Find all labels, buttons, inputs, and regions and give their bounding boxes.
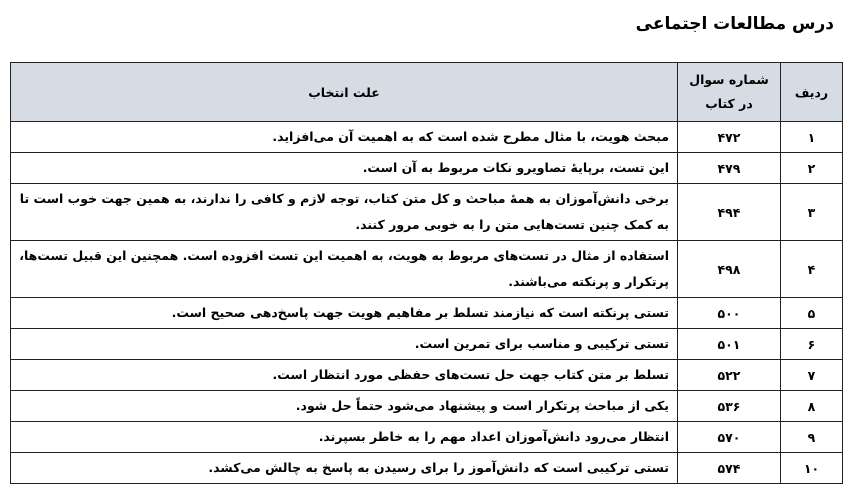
reasons-table	[10, 62, 843, 484]
reason-text: یکی از مباحث پرتکرار است و پیشنهاد می‌شود حتماً حل شود.	[11, 391, 678, 422]
reason-text: تستی پرنکته است که نیازمند تسلط بر مفاهیم هویت جهت پاسخ‌دهی صحیح است.	[11, 298, 678, 329]
header-question-number: شماره سوال در کتاب	[678, 63, 781, 122]
reason-text: تسلط بر متن کتاب جهت حل تست‌های حفظی مورد انتظار است.	[11, 360, 678, 391]
question-number: ۵۰۱	[678, 329, 781, 360]
header-row-number: ردیف	[781, 63, 843, 122]
question-number: ۵۷۴	[678, 453, 781, 484]
row-number: ۹	[781, 422, 843, 453]
table-row	[11, 153, 843, 184]
reason-text: برخی دانش‌آموزان به همهٔ مباحث و کل متن کتاب، توجه لازم و کافی را ندارند، به همین جهت خوب است تا به کمک چنین تست‌هایی متن را به خوبی مرور کنند.	[11, 184, 678, 241]
question-number: ۴۷۲	[678, 122, 781, 153]
table-row	[11, 329, 843, 360]
reason-text: استفاده از مثال در تست‌های مربوط به هویت، به اهمیت این تست افزوده است. همچنین این قبیل تست‌ها، پرتکرار و پرنکته می‌باشند.	[11, 241, 678, 298]
row-number: ۳	[781, 184, 843, 241]
row-number: ۸	[781, 391, 843, 422]
question-number: ۴۹۸	[678, 241, 781, 298]
row-number: ۷	[781, 360, 843, 391]
table-row	[11, 241, 843, 298]
table-row	[11, 453, 843, 484]
table-row	[11, 391, 843, 422]
question-number: ۴۷۹	[678, 153, 781, 184]
reason-text: این تست، برپایهٔ تصاویرو نکات مربوط به آن است.	[11, 153, 678, 184]
question-number: ۵۲۲	[678, 360, 781, 391]
row-number: ۱	[781, 122, 843, 153]
table-row	[11, 360, 843, 391]
page-title: درس مطالعات اجتماعی	[635, 14, 834, 34]
reason-text: مبحث هویت، با مثال مطرح شده است که به اهمیت آن می‌افزاید.	[11, 122, 678, 153]
reason-text: تستی ترکیبی است که دانش‌آموز را برای رسیدن به پاسخ به چالش می‌کشد.	[11, 453, 678, 484]
row-number: ۲	[781, 153, 843, 184]
reason-text: انتظار می‌رود دانش‌آموزان اعداد مهم را به خاطر بسپرند.	[11, 422, 678, 453]
question-number: ۵۰۰	[678, 298, 781, 329]
header-reason: علت انتخاب	[11, 63, 678, 122]
row-number: ۴	[781, 241, 843, 298]
table-header-row	[11, 63, 843, 122]
row-number: ۱۰	[781, 453, 843, 484]
reason-text: تستی ترکیبی و مناسب برای تمرین است.	[11, 329, 678, 360]
table-row	[11, 184, 843, 241]
question-number: ۴۹۴	[678, 184, 781, 241]
row-number: ۶	[781, 329, 843, 360]
table-row	[11, 422, 843, 453]
row-number: ۵	[781, 298, 843, 329]
table-row	[11, 298, 843, 329]
question-number: ۵۷۰	[678, 422, 781, 453]
question-number: ۵۳۶	[678, 391, 781, 422]
table-row	[11, 122, 843, 153]
